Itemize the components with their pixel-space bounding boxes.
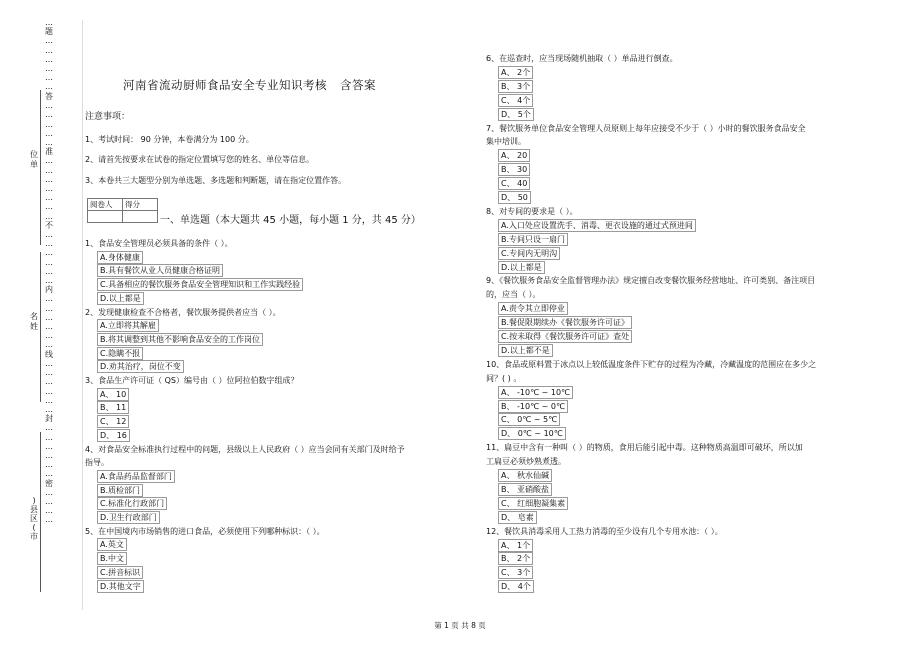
answer-option[interactable]: B.具有餐饮从业人员健康合格证明 (97, 264, 223, 277)
question-stem-continued: 工扁豆必须炒熟煮透。 (486, 457, 566, 467)
score-table-grader: 阅卷人 (88, 199, 123, 211)
answer-option[interactable]: B.餐促限期续办《餐饮服务许可证》 (498, 316, 632, 329)
answer-option[interactable]: B、 -10℃ ~ 0℃ (498, 400, 568, 413)
question-stem: 10、食品或原料置于冰点以上较低温度条件下贮存的过程为冷藏，冷藏温度的范围应在多少之 (486, 359, 817, 369)
margin-seal-line-text: 答 … … … … … 准 … … … … … … … 不 … … … … … … 内 … … … … … … 线 … … … … … … 封 … … … … … … 密 … … … … (45, 92, 53, 525)
answer-option[interactable]: D、 5个 (498, 108, 534, 121)
question-stem: 7、餐饮服务单位食品安全管理人员原则上每年应接受不少于（ ）小时的餐饮服务食品安全 (486, 123, 806, 133)
margin-label-name: 名 姓 (30, 312, 38, 331)
score-table-grader-cell[interactable] (88, 211, 123, 223)
answer-option[interactable]: B.将其调整到其他不影响食品安全的工作岗位 (97, 333, 263, 346)
margin-dots-top: … 题 … … … … … … (45, 18, 53, 92)
answer-option[interactable]: D、 16 (97, 429, 130, 442)
notes-heading: 注意事项： (85, 112, 131, 122)
question-stem: 4、对食品安全标准执行过程中的问题，县级以上人民政府（ ）应当会同有关部门及时给予 (85, 444, 405, 454)
answer-option[interactable]: C、 3个 (498, 566, 533, 579)
page-footer: 第 1 页 共 8 页 (434, 621, 486, 630)
note-item: 1、考试时间： 90 分钟，本卷满分为 100 分。 (85, 135, 254, 144)
answer-option[interactable]: D.劝其治疗，岗位不变 (97, 360, 184, 373)
exam-title: 河南省流动厨师食品安全专业知识考核 (123, 78, 327, 92)
answer-option[interactable]: A.食品药品监督部门 (97, 470, 175, 483)
answer-option[interactable]: B.质检部门 (97, 484, 143, 497)
answer-option[interactable]: D、 0℃ ~ 10℃ (498, 427, 566, 440)
answer-option[interactable]: C.按未取得《餐饮服务许可证》查处 (498, 330, 632, 343)
answer-option[interactable]: D、 4个 (498, 580, 534, 593)
answer-option[interactable]: D、 50 (498, 191, 531, 204)
answer-option[interactable]: A、 -10℃ ~ 10℃ (498, 386, 573, 399)
answer-option[interactable]: D.卫生行政部门 (97, 511, 160, 524)
question-stem: 8、对专间的要求是（ ）。 (486, 206, 578, 216)
margin-field-line-3 (40, 432, 41, 592)
answer-option[interactable]: D、 皂素 (498, 511, 537, 524)
answer-option[interactable]: A.立即将其解雇 (97, 319, 159, 332)
margin-field-line-2 (40, 252, 41, 402)
answer-option[interactable]: C、 12 (97, 415, 129, 428)
answer-option[interactable]: D.以上都不是 (498, 344, 553, 357)
question-stem-continued: 的，应当（ ）。 (486, 290, 541, 300)
answer-option[interactable]: A.责令其立即停业 (498, 302, 568, 315)
answer-option[interactable]: C、 4个 (498, 94, 533, 107)
answer-option[interactable]: D.以上都是 (498, 261, 545, 274)
answer-option[interactable]: B、 亚硝酸盐 (498, 483, 552, 496)
note-item: 3、本卷共三大题型分别为单选题、多选题和判断题，请在指定位置作答。 (85, 176, 347, 185)
margin-divider (82, 20, 83, 610)
margin-field-line-1 (40, 90, 41, 245)
answer-option[interactable]: C.标准化行政部门 (97, 497, 167, 510)
answer-option[interactable]: C.隐瞒不报 (97, 347, 143, 360)
margin-label-unit: 位 单 (30, 150, 38, 169)
answer-option[interactable]: A、 秋水仙碱 (498, 469, 552, 482)
answer-option[interactable]: D.以上都是 (97, 292, 144, 305)
answer-option[interactable]: A.英文 (97, 538, 127, 551)
question-stem: 3、食品生产许可证（ QS）编号由（ ）位阿拉伯数字组成？ (85, 376, 299, 385)
answer-option[interactable]: B、 30 (498, 163, 530, 176)
question-stem: 2、发现健康检查不合格者，餐饮服务提供者应当（ ）。 (85, 307, 281, 317)
question-stem: 11、扁豆中含有一种叫（ ）的物质，食用后能引起中毒。这种物质高温即可破坏，所以加 (486, 443, 803, 453)
answer-option[interactable]: B、 3个 (498, 80, 533, 93)
question-stem: 5、在中国境内市场销售的进口食品，必须使用下列哪种标识：（ ）。 (85, 526, 325, 536)
answer-option[interactable]: A、 20 (498, 149, 530, 162)
margin-label-county: ) 县 区 ( 市 (30, 496, 38, 541)
answer-option[interactable]: A、 1个 (498, 539, 533, 552)
answer-option[interactable]: C.专间内无明沟 (498, 247, 560, 260)
answer-option[interactable]: C、 40 (498, 177, 530, 190)
answer-option[interactable]: B、 2个 (498, 552, 533, 565)
answer-option[interactable]: C.具备相应的餐饮服务食品安全管理知识和工作实践经验 (97, 278, 303, 291)
note-item: 2、请首先按要求在试卷的指定位置填写您的姓名、单位等信息。 (85, 155, 315, 164)
exam-title-suffix: 含答案 (340, 78, 376, 92)
answer-option[interactable]: D.其他文字 (97, 580, 144, 593)
answer-option[interactable]: C、 红细胞凝集素 (498, 497, 568, 510)
answer-option[interactable]: C.拼音标识 (97, 566, 143, 579)
question-stem: 1、食品安全管理员必须具备的条件（ ）。 (85, 239, 233, 248)
question-stem-continued: 间？( ) 。 (486, 373, 522, 383)
question-stem: 12、餐饮具消毒采用人工热力消毒的至少设有几个专用水池：（ ）。 (486, 526, 723, 536)
answer-option[interactable]: B.专间只设一扇门 (498, 233, 568, 246)
question-stem-continued: 集中培训。 (486, 137, 526, 147)
section-heading: 一、单选题（本大题共 45 小题，每小题 1 分，共 45 分） (160, 215, 421, 226)
question-stem: 9、《餐饮服务食品安全监督管理办法》规定擅自改变餐饮服务经营地址、许可类别、备注项目 (486, 276, 816, 286)
answer-option[interactable]: B、 11 (97, 401, 129, 414)
score-table (87, 198, 158, 223)
answer-option[interactable]: C、 0℃ ~ 5℃ (498, 413, 560, 426)
answer-option[interactable]: A、 2个 (498, 66, 533, 79)
answer-option[interactable]: B.中文 (97, 552, 127, 565)
score-table-score-cell[interactable] (123, 211, 158, 223)
question-stem: 6、在巡查时，应当现场随机抽取（ ）单品进行倒查。 (486, 54, 678, 63)
answer-option[interactable]: A.入口处应设置洗手、消毒、更衣设施的通过式预进间 (498, 219, 696, 232)
answer-option[interactable]: A、 10 (97, 388, 129, 401)
score-table-score: 得分 (123, 199, 158, 211)
answer-option[interactable]: A.身体健康 (97, 251, 143, 264)
question-stem-continued: 指导。 (85, 458, 109, 468)
